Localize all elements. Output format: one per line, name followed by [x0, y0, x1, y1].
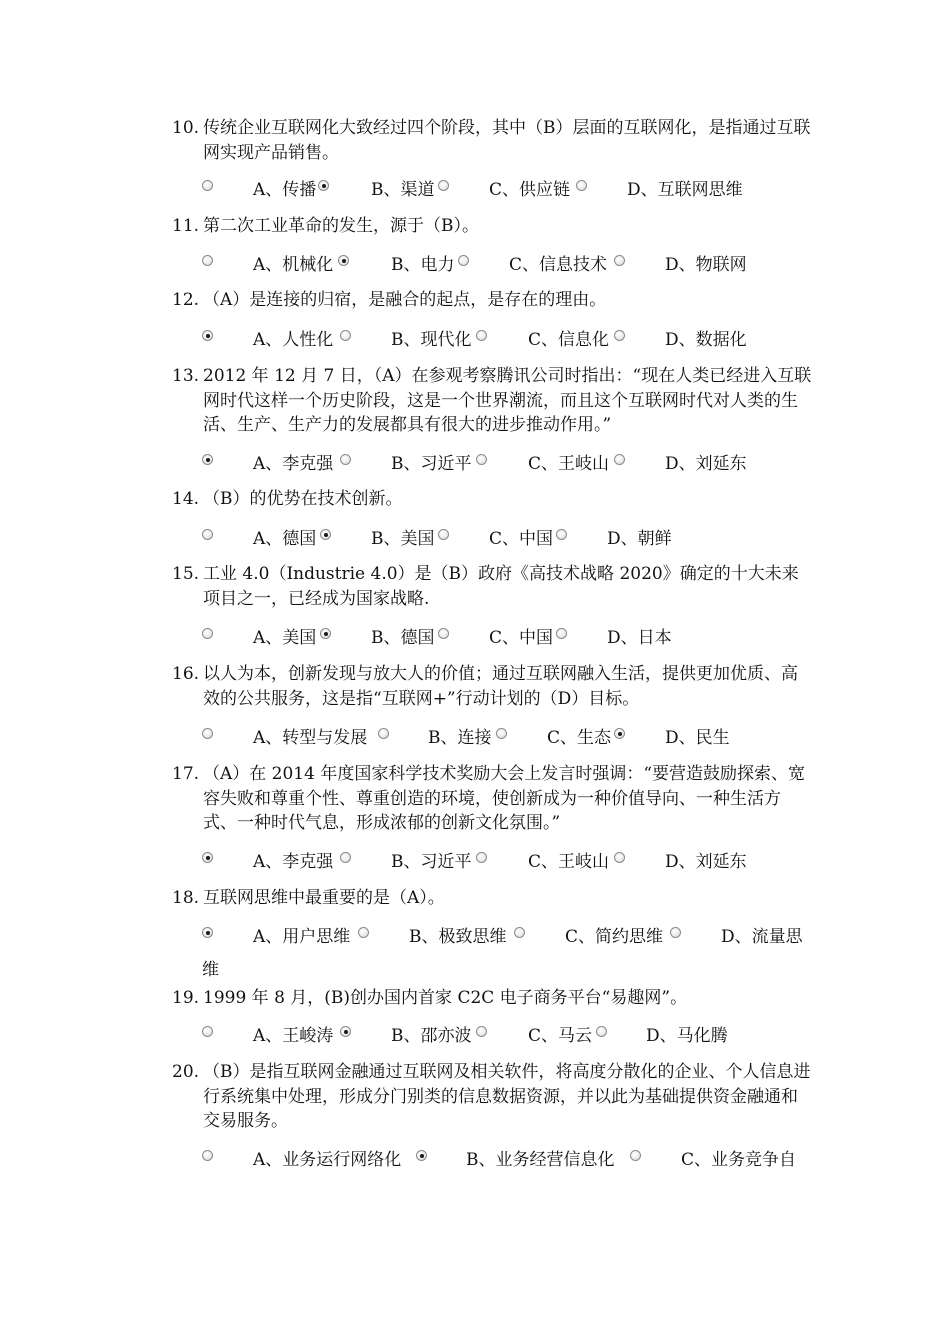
question-number: 17.	[172, 764, 200, 784]
question-number: 20.	[172, 1062, 200, 1082]
question-number: 10.	[172, 118, 200, 138]
radio-icon[interactable]	[378, 728, 389, 739]
option-a: A、李克强	[253, 852, 334, 872]
option-d: D、日本	[607, 628, 672, 648]
question-number: 19.	[172, 988, 200, 1008]
question-text: 互联网思维中最重要的是（A）。	[203, 888, 445, 908]
option-c: C、供应链	[489, 180, 571, 200]
options-13	[202, 452, 822, 478]
radio-selected-icon[interactable]	[202, 330, 213, 341]
radio-selected-icon[interactable]	[614, 728, 625, 739]
question-18	[172, 886, 812, 911]
question-text: 2012 年 12 月 7 日，（A）在参观考察腾讯公司时指出：“现在人类已经进入互联网时代这样一个历史阶段，这是一个世界潮流，而且这个互联网时代对人类的生活、生产、生产力的发展都具有很大的进步推动作用。”	[203, 366, 812, 435]
radio-icon[interactable]	[476, 330, 487, 341]
radio-icon[interactable]	[476, 454, 487, 465]
radio-icon[interactable]	[202, 255, 213, 266]
question-text: 1999 年 8 月，(B)创办国内首家 C2C 电子商务平台“易趣网”。	[203, 988, 688, 1008]
radio-selected-icon[interactable]	[338, 255, 349, 266]
radio-selected-icon[interactable]	[318, 180, 329, 191]
option-b: B、渠道	[371, 180, 435, 200]
question-text: 工业 4.0（Industrie 4.0）是（B）政府《高技术战略 2020》确定的十大未来项目之一，已经成为国家战略.	[203, 564, 799, 609]
radio-selected-icon[interactable]	[202, 927, 213, 938]
radio-icon[interactable]	[202, 1026, 213, 1037]
option-a: A、德国	[253, 529, 317, 549]
question-11	[172, 214, 812, 239]
question-text: （B）是指互联网金融通过互联网及相关软件，将高度分散化的企业、个人信息进行系统集中处理，形成分门别类的信息数据资源，并以此为基础提供资金融通和交易服务。	[203, 1062, 811, 1131]
radio-icon[interactable]	[514, 927, 525, 938]
radio-icon[interactable]	[340, 852, 351, 863]
radio-icon[interactable]	[596, 1026, 607, 1037]
radio-icon[interactable]	[556, 628, 567, 639]
question-text: （A）在 2014 年度国家科学技术奖励大会上发言时强调：“要营造鼓励探索、宽容失败和尊重个性、尊重创造的环境，使创新成为一种价值导向、一种生活方式、一种时代气息，形成浓郁的创新文化氛围。”	[203, 764, 806, 833]
option-c: C、信息技术	[509, 255, 608, 275]
option-b: B、邵亦波	[391, 1026, 472, 1046]
question-text: 以人为本，创新发现与放大人的价值；通过互联网融入生活，提供更加优质、高效的公共服务，这是指“互联网+”行动计划的（D）目标。	[203, 664, 798, 709]
options-17	[202, 850, 822, 876]
options-19	[202, 1024, 822, 1050]
option-d: D、刘延东	[665, 852, 747, 872]
option-d: D、马化腾	[646, 1026, 728, 1046]
question-number: 12.	[172, 290, 200, 310]
option-b: B、德国	[371, 628, 435, 648]
question-number: 14.	[172, 489, 200, 509]
option-d: D、数据化	[665, 330, 747, 350]
radio-selected-icon[interactable]	[202, 852, 213, 863]
option-d: D、民生	[665, 728, 730, 748]
radio-selected-icon[interactable]	[340, 1026, 351, 1037]
option-d: D、互联网思维	[627, 180, 743, 200]
radio-icon[interactable]	[576, 180, 587, 191]
question-13	[172, 364, 812, 438]
radio-selected-icon[interactable]	[320, 529, 331, 540]
radio-icon[interactable]	[340, 330, 351, 341]
radio-icon[interactable]	[476, 1026, 487, 1037]
options-15	[202, 626, 822, 652]
question-12	[172, 288, 812, 313]
radio-icon[interactable]	[202, 180, 213, 191]
option-d-continuation: 维	[202, 960, 219, 980]
radio-icon[interactable]	[614, 852, 625, 863]
radio-icon[interactable]	[438, 180, 449, 191]
option-a: A、李克强	[253, 454, 334, 474]
question-text: 第二次工业革命的发生，源于（B）。	[203, 216, 479, 236]
question-number: 18.	[172, 888, 200, 908]
radio-icon[interactable]	[496, 728, 507, 739]
option-c: C、中国	[489, 529, 554, 549]
question-17	[172, 762, 812, 836]
option-c: C、简约思维	[565, 927, 664, 947]
question-10	[172, 116, 812, 165]
option-d: D、刘延东	[665, 454, 747, 474]
option-a: A、业务运行网络化	[253, 1150, 402, 1170]
option-c: C、王岐山	[528, 454, 610, 474]
question-19	[172, 986, 812, 1011]
option-b: B、极致思维	[409, 927, 507, 947]
option-b: B、业务经营信息化	[466, 1150, 615, 1170]
options-11	[202, 253, 822, 279]
option-b: B、习近平	[391, 852, 472, 872]
radio-selected-icon[interactable]	[416, 1150, 427, 1161]
options-12	[202, 328, 822, 354]
radio-icon[interactable]	[556, 529, 567, 540]
option-d: D、流量思	[721, 927, 803, 947]
radio-icon[interactable]	[614, 454, 625, 465]
radio-icon[interactable]	[614, 330, 625, 341]
radio-selected-icon[interactable]	[202, 454, 213, 465]
option-d: D、朝鲜	[607, 529, 672, 549]
question-20	[172, 1060, 812, 1134]
question-text: （A）是连接的归宿，是融合的起点，是存在的理由。	[203, 290, 607, 310]
option-a: A、王峻涛	[253, 1026, 334, 1046]
option-c: C、业务竞争自	[681, 1150, 797, 1170]
question-16	[172, 662, 812, 711]
radio-icon[interactable]	[202, 628, 213, 639]
question-number: 13.	[172, 366, 200, 386]
option-a: A、用户思维	[253, 927, 351, 947]
options-20	[202, 1148, 822, 1174]
option-a: A、转型与发展	[253, 728, 368, 748]
option-c: C、马云	[528, 1026, 593, 1046]
option-a: A、传播	[253, 180, 317, 200]
radio-icon[interactable]	[438, 628, 449, 639]
option-b: B、美国	[371, 529, 435, 549]
question-text: （B）的优势在技术创新。	[203, 489, 403, 509]
option-b: B、现代化	[391, 330, 472, 350]
radio-icon[interactable]	[458, 255, 469, 266]
question-text: 传统企业互联网化大致经过四个阶段，其中（B）层面的互联网化，是指通过互联网实现产品销售。	[203, 118, 811, 163]
radio-icon[interactable]	[614, 255, 625, 266]
question-number: 11.	[172, 216, 200, 236]
option-c: C、王岐山	[528, 852, 610, 872]
options-10	[202, 178, 822, 204]
radio-icon[interactable]	[476, 852, 487, 863]
options-14	[202, 527, 822, 553]
option-d: D、物联网	[665, 255, 747, 275]
radio-icon[interactable]	[358, 927, 369, 938]
radio-icon[interactable]	[340, 454, 351, 465]
option-c: C、生态	[547, 728, 612, 748]
option-a: A、美国	[253, 628, 317, 648]
option-c: C、信息化	[528, 330, 610, 350]
options-18	[202, 925, 822, 951]
question-number: 16.	[172, 664, 200, 684]
options-16	[202, 726, 822, 752]
question-number: 15.	[172, 564, 200, 584]
radio-icon[interactable]	[630, 1150, 641, 1161]
option-a: A、人性化	[253, 330, 334, 350]
radio-icon[interactable]	[438, 529, 449, 540]
radio-icon[interactable]	[202, 728, 213, 739]
option-b: B、连接	[428, 728, 492, 748]
option-a: A、机械化	[253, 255, 334, 275]
question-15	[172, 562, 812, 611]
radio-icon[interactable]	[670, 927, 681, 938]
option-b: B、电力	[391, 255, 455, 275]
radio-selected-icon[interactable]	[320, 628, 331, 639]
radio-icon[interactable]	[202, 1150, 213, 1161]
radio-icon[interactable]	[202, 529, 213, 540]
option-c: C、中国	[489, 628, 554, 648]
option-b: B、习近平	[391, 454, 472, 474]
question-14	[172, 487, 812, 512]
